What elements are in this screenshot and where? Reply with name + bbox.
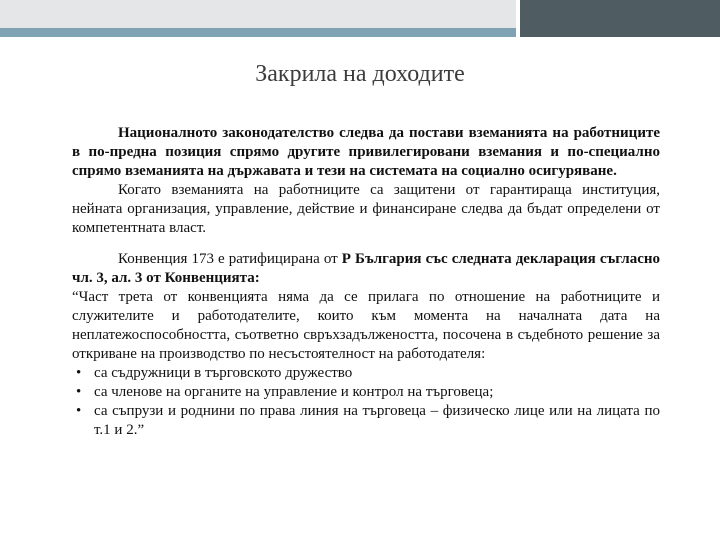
paragraph-spacer (72, 238, 660, 250)
header-band-divider (516, 0, 520, 37)
list-item-text: са съдружници в търговското дружество (94, 365, 353, 381)
paragraph-declaration-quote: “Част трета от конвенцията няма да се прилага по отношение на работниците и служителите и работодателите, които към момента на началната дата на неплатежоспособността, съответно свръхзадължеността, посочена в съдебното решение за откриване на производство по несъстоятелност на работодателя: (72, 289, 660, 362)
exclusion-list (72, 364, 660, 440)
paragraph-priority-claims: Националното законодателство следва да постави вземанията на работниците в по-предна позиция спрямо другите привилегировани вземания и по-специално спрямо вземанията на държавата и тези на системата на социално осигуряване. (72, 125, 660, 179)
declaration-text: Р България със следната декларация съгласно чл. 3, ал. 3 от Конвенцията: (72, 251, 661, 286)
bullet-icon: • (76, 365, 82, 381)
header-band-light (0, 0, 516, 28)
slide-title: Закрила на доходите (255, 61, 465, 87)
list-item-text: са членове на органите на управление и контрол на търговеца; (94, 384, 494, 400)
paragraph-convention-ratification (72, 250, 660, 288)
header-band-accent (0, 28, 516, 37)
list-item-text: са съпрузи и роднини по права линия на търговеца – физическо лице или на лицата по т.1 и 2.” (94, 403, 660, 438)
list-item (72, 383, 660, 402)
paragraph-guarantee-institution: Когато вземанията на работниците са защитени от гарантираща институция, нейната организация, управление, действие и финансиране следва да бъдат определени от компетентната власт. (72, 182, 660, 236)
slide-body (72, 124, 660, 440)
bullet-icon: • (76, 403, 82, 419)
convention-text: Конвенция 173 е ратифицирана от (118, 251, 342, 267)
list-item (72, 364, 660, 383)
bullet-icon: • (76, 384, 82, 400)
list-item (72, 402, 660, 440)
